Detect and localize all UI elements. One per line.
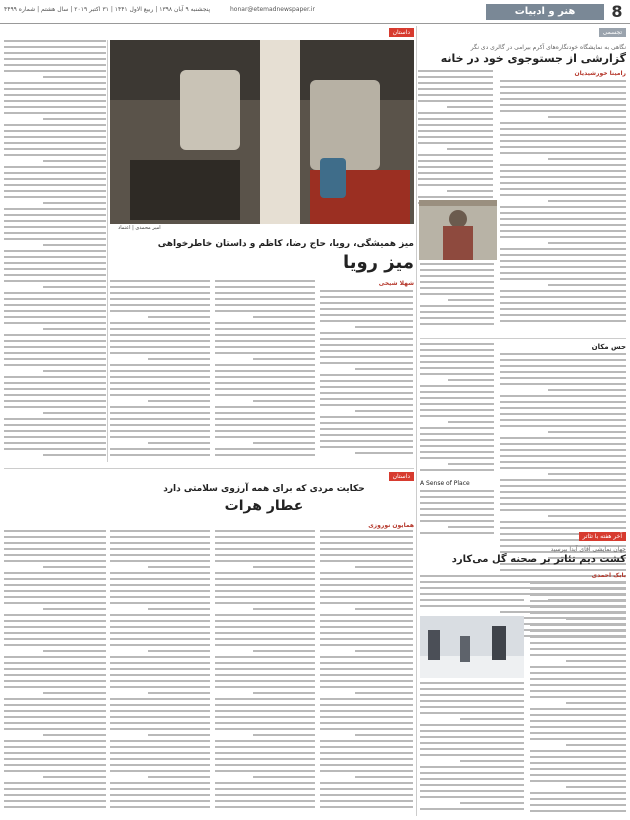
article-body [530,582,626,816]
date-line: پنجشنبه ۹ آبان ۱۳۹۸ | ربیع الاول ۱۴۴۱ | ۳۱ اکتبر ۲۰۱۹ | سال هشتم | شماره ۴۴۹۹ [4,6,211,13]
article-body [110,530,210,816]
feature-title: میز رویا [342,252,414,273]
feature-photo [110,40,414,224]
section-tag-story-2: داستان [389,472,414,481]
divider [4,468,414,469]
theatre-kicker: جهان نمایشی آقای آیدا بپرسید [550,546,626,553]
article-body [215,280,315,462]
article-title: گزارشی از جستوجوی خود در خانه [440,52,626,65]
feature-byline: شهلا شیخی [378,280,414,287]
article-body [420,263,494,329]
inline-term: A Sense of Place [420,480,470,487]
subheading: حس مکان [591,343,626,351]
article-body [4,530,106,816]
section-tag-art: تجسمی [599,28,626,37]
header-rule [0,23,630,24]
article-body [418,70,493,210]
page-number: 8 [611,2,623,21]
column-rule [416,26,417,816]
article-body [215,530,315,816]
section-title: هنر و ادبیات [486,4,604,20]
section-email[interactable]: honar@etemadnewspaper.ir [230,6,315,13]
story-kicker: حکایت مردی که برای همه آرزوی سلامتی دارد [163,484,365,494]
article-body [500,80,626,330]
theatre-title: کشت دیم تئاتر بر صحنه گل می‌کارد [451,554,626,565]
article-body [420,575,524,611]
article-body [420,343,494,480]
article-body [320,290,413,462]
divider [420,338,626,339]
theatre-byline: بابک احمدی [591,572,626,579]
article-body [420,490,494,543]
theatre-photo [420,616,524,678]
article-kicker: نگاهی به نمایشگاه خودنگاره‌های آکرم بیرامی در گالری دی نگر [470,44,626,51]
page-header [0,0,630,24]
article-body [420,682,524,816]
story-title: عطار هرات [224,498,304,514]
photo-credit: امیر محمدی | اعتماد [118,225,161,231]
section-tag-story: داستان [389,28,414,37]
story-byline: همایون نوروزی [368,522,414,529]
article-body [4,40,106,462]
section-tag-theatre: آخر هفته با تئاتر [579,532,626,541]
article-body [110,280,210,462]
article-byline: رامینا خورشیدیان [574,70,626,77]
article-body [320,530,413,816]
feature-kicker: میز همیشگی، رویا، حاج رضا، کاظم و داستان خاطرخواهی [157,239,414,249]
column-rule [107,40,108,462]
portrait-photo [419,200,497,260]
